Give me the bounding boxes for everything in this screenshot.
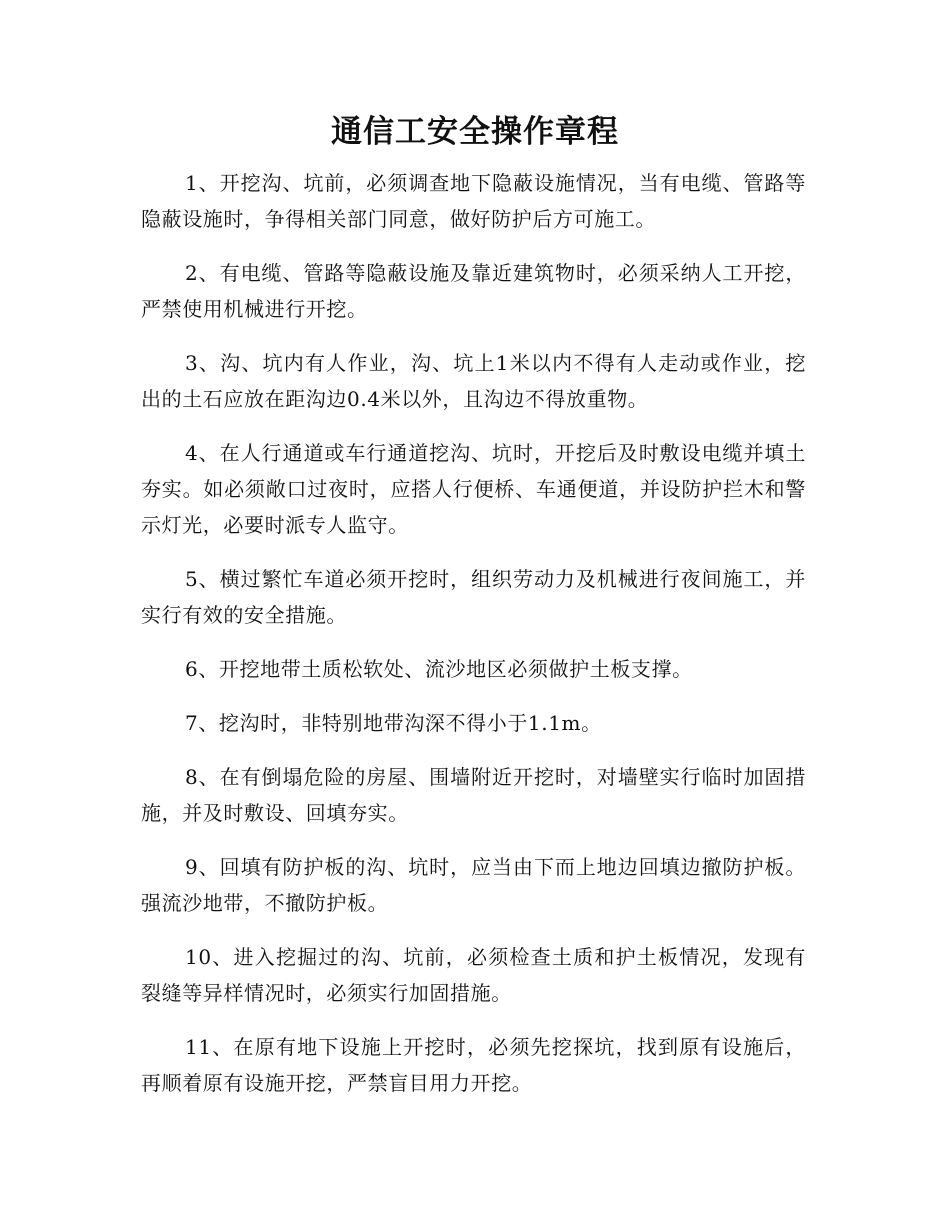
paragraph-5: 5、横过繁忙车道必须开挖时，组织劳动力及机械进行夜间施工，并实行有效的安全措施。 bbox=[141, 567, 806, 627]
paragraph-8: 8、在有倒塌危险的房屋、围墙附近开挖时，对墙壁实行临时加固措施，并及时敷设、回填夯实。 bbox=[141, 765, 806, 825]
paragraph-9: 9、回填有防护板的沟、坑时，应当由下而上地边回填边撤防护板。强流沙地带，不撤防护板。 bbox=[141, 855, 806, 915]
paragraph-2: 2、有电缆、管路等隐蔽设施及靠近建筑物时，必须采纳人工开挖，严禁使用机械进行开挖。 bbox=[141, 261, 806, 321]
paragraph-3: 3、沟、坑内有人作业，沟、坑上1米以内不得有人走动或作业，挖出的土石应放在距沟边0.4米以外，且沟边不得放重物。 bbox=[141, 351, 806, 411]
document-body bbox=[141, 165, 806, 1119]
document-title: 通信工安全操作章程 bbox=[331, 114, 619, 150]
paragraph-4: 4、在人行通道或车行通道挖沟、坑时，开挖后及时敷设电缆并填土夯实。如必须敞口过夜时，应搭人行便桥、车通便道，并设防护拦木和警示灯光，必要时派专人监守。 bbox=[141, 441, 806, 537]
paragraph-7: 7、挖沟时，非特别地带沟深不得小于1.1m。 bbox=[185, 711, 602, 735]
paragraph-1: 1、开挖沟、坑前，必须调查地下隐蔽设施情况，当有电缆、管路等隐蔽设施时，争得相关部门同意，做好防护后方可施工。 bbox=[141, 171, 806, 231]
paragraph-10: 10、进入挖掘过的沟、坑前，必须检查土质和护土板情况，发现有裂缝等异样情况时，必须实行加固措施。 bbox=[141, 945, 806, 1005]
paragraph-11: 11、在原有地下设施上开挖时，必须先挖探坑，找到原有设施后，再顺着原有设施开挖，严禁盲目用力开挖。 bbox=[141, 1035, 806, 1095]
paragraph-6: 6、开挖地带土质松软处、流沙地区必须做护土板支撑。 bbox=[185, 657, 693, 681]
